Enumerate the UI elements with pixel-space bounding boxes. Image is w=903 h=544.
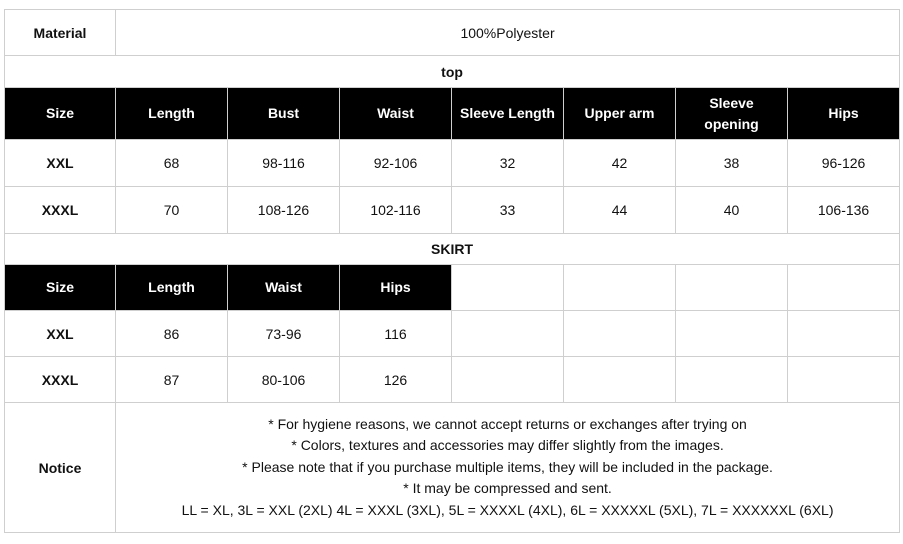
table-row xyxy=(5,311,900,357)
table-cell: 86 xyxy=(116,311,228,357)
size-cell: XXXL xyxy=(5,187,116,234)
skirt-header-cell: Hips xyxy=(340,265,452,311)
empty-cell xyxy=(788,311,900,357)
top-section-row xyxy=(5,56,900,88)
empty-cell xyxy=(564,357,676,403)
size-cell: XXL xyxy=(5,311,116,357)
empty-cell xyxy=(788,357,900,403)
skirt-section-title: SKIRT xyxy=(5,234,900,265)
material-label: Material xyxy=(5,10,116,56)
table-cell: 87 xyxy=(116,357,228,403)
table-cell: 32 xyxy=(452,140,564,187)
material-row xyxy=(5,10,900,56)
size-chart-table xyxy=(4,9,900,533)
top-header-cell: Size xyxy=(5,88,116,140)
top-header-cell: Bust xyxy=(228,88,340,140)
notice-line: * Colors, textures and accessories may differ slightly from the images. xyxy=(291,437,724,454)
skirt-header-cell: Waist xyxy=(228,265,340,311)
table-cell: 42 xyxy=(564,140,676,187)
table-cell: 98-116 xyxy=(228,140,340,187)
table-row xyxy=(5,187,900,234)
table-cell: 92-106 xyxy=(340,140,452,187)
material-value: 100%Polyester xyxy=(116,10,900,56)
table-cell: 108-126 xyxy=(228,187,340,234)
notice-line: LL = XL, 3L = XXL (2XL) 4L = XXXL (3XL), 5L = XXXXL (4XL), 6L = XXXXXL (5XL), 7L = XXXXXXL (6XL) xyxy=(181,501,834,518)
top-header-cell: Sleeve Length xyxy=(452,88,564,140)
top-header-cell: Hips xyxy=(788,88,900,140)
skirt-section-row xyxy=(5,234,900,265)
table-cell: 40 xyxy=(676,187,788,234)
table-cell: 68 xyxy=(116,140,228,187)
empty-cell xyxy=(452,265,564,311)
table-cell: 96-126 xyxy=(788,140,900,187)
table-cell: 106-136 xyxy=(788,187,900,234)
table-cell: 126 xyxy=(340,357,452,403)
table-cell: 33 xyxy=(452,187,564,234)
notice-line: * It may be compressed and sent. xyxy=(403,480,612,497)
empty-cell xyxy=(788,265,900,311)
top-header-row xyxy=(5,88,900,140)
table-row xyxy=(5,140,900,187)
notice-line: * Please note that if you purchase multiple items, they will be included in the package. xyxy=(242,458,773,475)
empty-cell xyxy=(676,265,788,311)
table-row xyxy=(5,357,900,403)
top-header-cell: Waist xyxy=(340,88,452,140)
top-section-title: top xyxy=(5,56,900,88)
table-cell: 70 xyxy=(116,187,228,234)
top-header-cell: Length xyxy=(116,88,228,140)
skirt-header-cell: Size xyxy=(5,265,116,311)
empty-cell xyxy=(676,357,788,403)
size-cell: XXL xyxy=(5,140,116,187)
table-cell: 44 xyxy=(564,187,676,234)
table-cell: 73-96 xyxy=(228,311,340,357)
notice-label: Notice xyxy=(5,403,116,533)
notice-line: * For hygiene reasons, we cannot accept returns or exchanges after trying on xyxy=(268,415,747,432)
table-cell: 102-116 xyxy=(340,187,452,234)
table-cell: 80-106 xyxy=(228,357,340,403)
top-header-cell: Sleeve opening xyxy=(676,88,788,140)
empty-cell xyxy=(564,311,676,357)
notice-text xyxy=(116,403,900,533)
empty-cell xyxy=(452,357,564,403)
size-cell: XXXL xyxy=(5,357,116,403)
empty-cell xyxy=(676,311,788,357)
skirt-header-cell: Length xyxy=(116,265,228,311)
empty-cell xyxy=(564,265,676,311)
skirt-header-row xyxy=(5,265,900,311)
table-cell: 116 xyxy=(340,311,452,357)
table-cell: 38 xyxy=(676,140,788,187)
top-header-cell: Upper arm xyxy=(564,88,676,140)
empty-cell xyxy=(452,311,564,357)
notice-row xyxy=(5,403,900,533)
